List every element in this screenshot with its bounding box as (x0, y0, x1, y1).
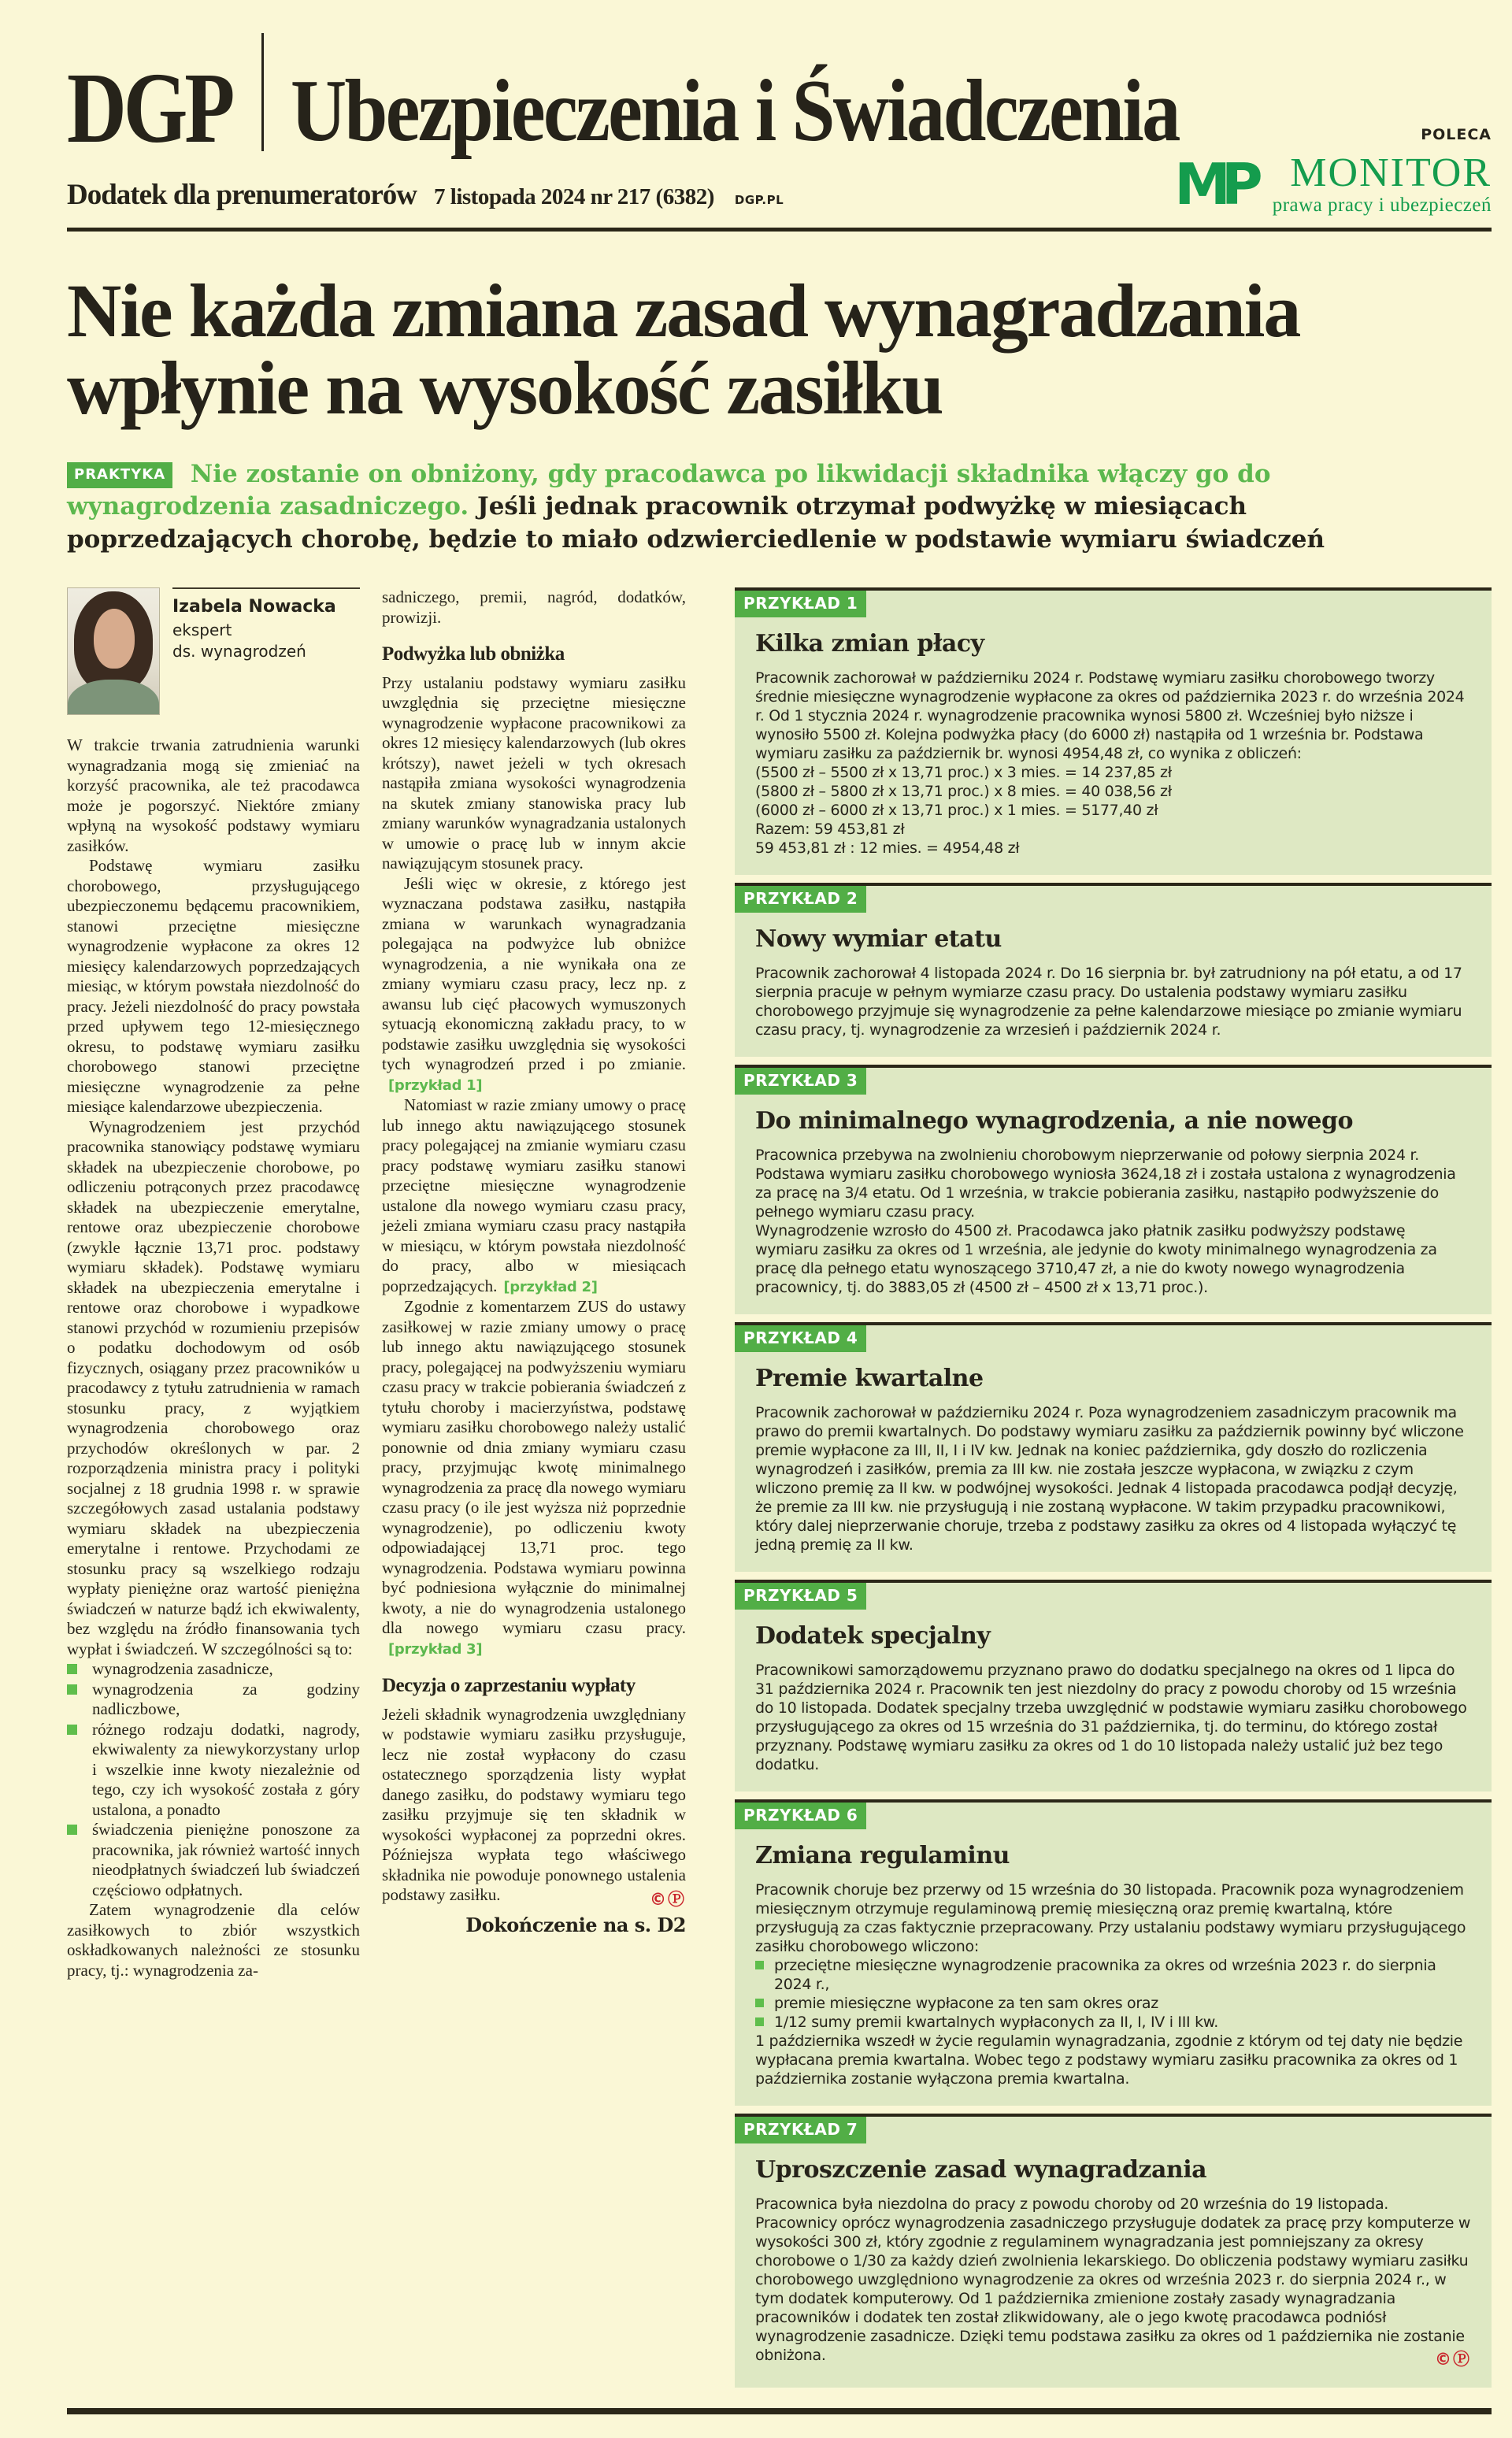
body-paragraph (382, 1095, 686, 1297)
example-paragraph: Pracownica przebywa na zwolnieniu chorobowym nieprzerwanie od połowy sierpnia 2024 r. Podstawa wymiaru zasiłku chorobowego wyniosła 3624,18 zł i została ustalona z wynagrodzenia za pracę na 3/4 etatu. Od 1 września, w trakcie pobierania zasiłku, nastąpiło podwyższenie do pełnego wymiaru czasu pracy. (755, 1147, 1456, 1221)
example-label: PRZYKŁAD 4 (735, 1325, 866, 1352)
monitor-wordmark (1272, 150, 1492, 217)
example-paragraphs (755, 1146, 1471, 1297)
example-paragraphs (755, 1880, 1471, 1956)
bullet-square-icon (67, 1825, 77, 1835)
author-name: Izabela Nowacka (172, 597, 336, 617)
paragraph-text: Jeśli więc w okresie, z którego jest wyznaczana podstawa zasiłku, nastąpiła zmiana w warunkach wynagradzania polegająca na podwyżce lub obniżce wynagrodzenia, a nie wynikała ona ze zmiany wymiaru czasu pracy, lecz np. z awansu lub cięć płacowych wymuszonych sytuacją ekonomiczną zakładu pracy, to w podstawie zasiłku uwzględnia się wysokości tych wynagrodzeń przed i po zmianie. (382, 873, 686, 1074)
copyright-marks-icon: ©Ⓟ (1435, 2350, 1471, 2369)
body-paragraph: Wynagrodzeniem jest przychód pracownika stanowiący podstawę wymiaru składek na ubezpieczenie chorobowe, po odliczeniu potrąconych przez pracodawcę składek na ubezpieczenie emerytalne, rentowe oraz ubezpieczenie chorobowe (zwykle łącznie 13,71 proc. podstawy wymiaru składek). Podstawę wymiaru składek na ubezpieczenia emerytalne i rentowe oraz chorobowe i wypadkowe stanowi przychód w rozumieniu przepisów o podatku dochodowym od osób fizycznych, osiągany przez pracowników u pracodawcy z tytułu zatrudnienia w ramach stosunku pracy, z wyjątkiem wynagrodzenia chorobowego oraz przychodów określonych w par. 2 rozporządzenia ministra pracy i polityki socjalnej z 18 grudnia 1998 r. w sprawie szczegółowych zasad ustalania podstawy wymiaru składek na ubezpieczenia emerytalne i rentowe. Przychodami ze stosunku pracy są wszelkiego rodzaju wypłaty pieniężne oraz wartość pieniężna świadczeń w naturze bądź ich ekwiwalenty, bez względu na źródło finansowania tych wypłat i świadczeń. W szczególności są to: (67, 1117, 360, 1658)
example-paragraph: Pracownik zachorował 4 listopada 2024 r. Do 16 sierpnia br. był zatrudniony na pół etatu, a od 17 sierpnia pracuje w pełnym wymiarze czasu pracy. Do ustalenia podstawy wymiaru zasiłku chorobowego przyjmuje się wynagrodzenie za pełne kalendarzowe miesiące po zmianie wymiaru czasu pracy, tj. wynagrodzenie za wrzesień i październik 2024 r. (755, 965, 1462, 1039)
bullet-text: 1/12 sumy premii kwartalnych wypłaconych za II, I, IV i III kw. (774, 2014, 1219, 2032)
body-paragraph: W trakcie trwania zatrudnienia warunki wynagradzania mogą się zmieniać na korzyść pracownika, ale też pracodawca może je pogorszyć. Niektóre zmiany wpłyną na wysokość podstawy wymiaru zasiłków. (67, 735, 360, 855)
example-label: PRZYKŁAD 7 (735, 2117, 866, 2143)
example-box (735, 1065, 1492, 1314)
example-reference-marker: [przykład 3] (388, 1640, 483, 1658)
example-paragraphs (755, 669, 1471, 858)
example-bullet-list (755, 1956, 1471, 2032)
column-2-sections (382, 643, 686, 1906)
monitor-name: MONITOR (1290, 150, 1492, 195)
bullet-text: świadczenia pieniężne ponoszone za pracownika, jak również wartość innych nieodpłatnych świadczeń lub świadczeń częściowo odpłatnych. (92, 1820, 360, 1899)
example-bullet-item (755, 1956, 1471, 1994)
example-paragraphs (755, 1661, 1471, 1774)
article-section (382, 643, 686, 1659)
bullet-item (67, 1720, 360, 1821)
example-paragraph: Pracownik choruje bez przerwy od 15 września do 30 listopada. Pracownik poza wynagrodzeniem miesięcznym otrzymuje regulaminową premię miesięczną oraz premię kwartalną, które przysługują za czas faktycznie przepracowany. Przy ustalaniu podstawy wymiaru przysługującego zasiłku chorobowego wliczono: (755, 1881, 1466, 1956)
article-section (382, 1675, 686, 1906)
example-paragraphs (755, 964, 1471, 1039)
example-paragraphs (755, 2195, 1471, 2365)
monitor-logo-row (1174, 150, 1492, 218)
bullet-square-icon (755, 2017, 764, 2026)
example-title: Uproszczenie zasad wynagradzania (755, 2156, 1207, 2184)
bullet-square-icon (67, 1664, 77, 1674)
example-reference-marker: [przykład 1] (388, 1076, 483, 1094)
body-paragraph (382, 1705, 686, 1906)
example-label: PRZYKŁAD 6 (735, 1803, 866, 1829)
example-label: PRZYKŁAD 2 (735, 886, 866, 913)
monitor-tagline: prawa pracy i ubezpieczeń (1272, 195, 1492, 216)
examples-column (735, 587, 1492, 2388)
body-paragraph (382, 673, 686, 874)
article-lede (67, 458, 1390, 557)
bullet-text: wynagrodzenia za godziny nadliczbowe, (92, 1679, 360, 1719)
author-info (172, 587, 360, 715)
body-paragraph (382, 874, 686, 1096)
example-paragraphs (755, 1403, 1471, 1554)
bullet-square-icon (67, 1684, 77, 1695)
monitor-promo (1174, 126, 1492, 217)
paragraph-text: Zgodnie z komentarzem ZUS do ustawy zasiłkowej w razie zmiany umowy o pracę lub innego aktu nawiązującego stosunek pracy, polegającej na podwyższeniu wymiaru czasu pracy w trakcie pobierania świadczeń z tytułu choroby i macierzyństwa, podstawę wymiaru zasiłku chorobowego należy ustalić ponownie od dnia zmiany wymiaru czasu pracy, przyjmując kwotę minimalnego wynagrodzenia za pracę dla nowego wymiaru czasu pracy (o ile jest wyższa niż poprzednie wynagrodzenie), po odliczeniu kwoty odpowiadającej 13,71 proc. tego wynagrodzenia. Podstawa wymiaru powinna być podniesiona wyłącznie do minimalnej kwoty, a nie do wynagrodzenia ustalonego dla nowego wymiaru czasu pracy. (382, 1297, 686, 1638)
example-paragraph: (5800 zł – 5800 zł x 13,71 proc.) x 8 mies. = 40 038,56 zł (755, 783, 1172, 801)
continued-on-page-label: Dokończenie na s. D2 (465, 1913, 686, 1936)
column-2 (382, 587, 686, 1936)
example-label: PRZYKŁAD 1 (735, 591, 866, 617)
example-paragraph: Pracownica była niezdolna do pracy z powodu choroby od 20 września do 19 listopada. Pracownicy oprócz wynagrodzenia zasadniczego przysługuje dodatek za pracę przy komputerze w wysokości 300 zł, który zgodnie z regulaminem wynagradzania jest pomniejszany za okresy chorobowe o 1/30 za każdy dzień zwolnienia lekarskiego. Do obliczenia podstawy wymiaru zasiłku chorobowego uwzględniono wynagrodzenie za okres od września 2023 r. do sierpnia 2024 r., w tym dodatek komputerowy. Od 1 października zmienione zostały zasady wynagradzania pracowników i dodatek ten został zlikwidowany, ale o jego kwotę pracodawca podniósł wynagrodzenie zasadnicze. Dzięki temu podstawa zasiłku za okres od 1 października nie zostanie obniżona. (755, 2195, 1471, 2365)
praktyka-badge: PRAKTYKA (67, 462, 172, 488)
section-paragraphs (382, 1705, 686, 1906)
example-box (735, 883, 1492, 1057)
bullet-square-icon (755, 1999, 764, 2007)
example-box (735, 2114, 1492, 2388)
dgp-logo: DGP (67, 52, 232, 165)
column-1 (67, 587, 360, 1980)
example-paragraph: Pracownikowi samorządowemu przyznano prawo do dodatku specjalnego na okres od 1 lipca do 31 października 2024 r. Pracownik ten jest niezdolny do pracy z powodu choroby od 15 września do 10 listopada. Dodatek specjalny trzeba uwzględnić w podstawie wymiaru zasiłku chorobowego przysługującego za okres od 15 września do 31 października, tj. do terminu, do którego został przyznany. Podstawę wymiaru zasiłku za okres od 1 do 10 listopada należy ustalić już bez tego dodatku. (755, 1662, 1467, 1774)
paragraph-text: Natomiast w razie zmiany umowy o pracę lub innego aktu nawiązującego stosunek pracy polegającej na zmianie wymiaru czasu pracy podstawę wymiaru zasiłku stanowi przeciętne miesięczne wynagrodzenie ustalone dla nowego wymiaru czasu pracy, jeżeli zmiana wymiaru czasu pracy nastąpiła w miesiącu, w którym powstała niezdolność do pracy, albo w miesiącach poprzedzających. (382, 1095, 686, 1295)
example-paragraph: Pracownik zachorował w październiku 2024 r. Podstawę wymiaru zasiłku chorobowego tworzy średnie miesięczne wynagrodzenie wypłacone za okres od października 2023 r. do września 2024 r. Od 1 stycznia 2024 r. wynagrodzenie pracownika wynosi 5800 zł. Wcześniej było niższe i wynosiło 5500 zł. Kolejna podwyżka płacy (do 6000 zł) nastąpiła od 1 września br. Podstawa wymiaru zasiłku za październik br. wynosi 4954,48 zł, co wynika z obliczeń: (755, 669, 1465, 763)
example-paragraph: Wynagrodzenie wzrosło do 4500 zł. Pracodawca jako płatnik zasiłku podwyższy podstawę wymiaru zasiłku za okres od 1 września, ale jedynie do kwoty minimalnego wynagrodzenia za pracę dla pełnego etatu wynoszącego 3710,47 zł, a nie do kwoty nowego wynagrodzenia pracownicy, tj. do 3883,05 zł (4500 zł – 4500 zł x 13,71 proc.). (755, 1222, 1437, 1297)
example-bullet-item (755, 2013, 1471, 2032)
poleca-label: POLECA (1421, 126, 1492, 143)
example-paragraph: (6000 zł – 6000 zł x 13,71 proc.) x 1 mies. = 5177,40 zł (755, 802, 1158, 820)
lede-green-text: Nie zostanie on obniżony, gdy pracodawca po likwidacji składnika włączy go do wynagrodzenia zasadniczego. (67, 459, 1271, 521)
bullet-text: premie miesięczne wypłacone za ten sam okres oraz (774, 1995, 1158, 2013)
issue-date-number: 7 listopada 2024 nr 217 (6382) (434, 184, 714, 209)
continuation-paragraph: sadniczego, premii, nagród, dodatków, prowizji. (382, 587, 686, 627)
example-paragraph: 59 453,81 zł : 12 mies. = 4954,48 zł (755, 839, 1020, 858)
body-paragraph (382, 1297, 686, 1659)
example-box (735, 1580, 1492, 1791)
lede-black-text: Jeśli jednak pracownik otrzymał podwyżkę w miesiącach poprzedzających chorobę, będzie to miało odzwierciedlenie w podstawie wymiaru świadczeń (67, 492, 1325, 554)
example-paragraph: Pracownik zachorował w październiku 2024 r. Poza wynagrodzeniem zasadniczym pracownik ma prawo do premii kwartalnych. Do podstawy wymiaru zasiłku za październik powinny być wliczone premie wypłacone za III, II, I i IV kw. Jednak na koniec października, gdy doszło do rozliczenia wynagrodzeń i zasiłków, premia za III kw. nie została jeszcze wypłacona, w związku z czym wliczono premię za II kw. w podwójnej wysokości. Jednak 4 listopada pracodawca podjął decyzję, że premie za III kw. nie przysługują i nie zostaną wypłacone. W takim przypadku pracownikowi, który dalej nieprzerwanie choruje, trzeba z podstawy zasiłku za okres od 4 listopada wyłączyć tę jedną premię za II kw. (755, 1404, 1464, 1554)
column-1-bullet-list (67, 1659, 360, 1900)
example-title: Dodatek specjalny (755, 1622, 991, 1651)
body-paragraph: Podstawę wymiaru zasiłku chorobowego, przysługującego ubezpieczonemu będącemu pracownikiem, stanowi przeciętne miesięczne wynagrodzenie wypłacone za okres 12 miesięcy kalendarzowych poprzedzających miesiąc, w którym powstała niezdolność do pracy. Jeżeli niezdolność do pracy powstała przed upływem tego 12-miesięcznego okresu, to podstawę wymiaru zasiłku chorobowego stanowi przeciętne miesięczne wynagrodzenie za pełne miesiące kalendarzowe ubezpieczenia. (67, 856, 360, 1117)
header-rule (67, 228, 1492, 232)
bullet-item (67, 1820, 360, 1900)
paragraph-text: Jeżeli składnik wynagrodzenia uwzględniany w podstawie wymiaru zasiłku przysługuje, lecz nie został wypłacony do czasu ostatecznego sporządzenia listy wypłat danego zasiłku, do podstawy wymiaru tego zasiłku przyjmuje się ten składnik w wysokości wypłaconej za poprzedni okres. Późniejsza wypłata tego właściwego składnika nie powoduje ponownego ustalenia podstawy zasiłku. (382, 1704, 686, 1905)
paragraph-text: Przy ustalaniu podstawy wymiaru zasiłku uwzględnia się przeciętne miesięczne wynagrodzenie wypłacone pracownikowi za okres 12 miesięcy kalendarzowych (lub okres krótszy), nawet jeżeli w tych okresach nastąpiła zmiana wysokości wynagrodzenia na skutek zmiany stanowiska pracy lub zmiany warunków wynagradzania ustalonych w umowie o pracę lub w innym akcie nawiązującym stosunek pracy. (382, 672, 686, 873)
masthead (67, 0, 1492, 228)
mp-monogram-icon: MP (1174, 151, 1254, 218)
example-box (735, 1799, 1492, 2106)
column-1-paragraphs (67, 735, 360, 1659)
copyright-marks-icon: ©Ⓟ (650, 1889, 686, 1909)
bullet-square-icon (67, 1725, 77, 1735)
example-title: Nowy wymiar etatu (755, 925, 1002, 954)
section-paragraphs (382, 673, 686, 1660)
headline-line-1: Nie każda zmiana zasad wynagradzania (67, 269, 1300, 353)
bullet-text: przeciętne miesięczne wynagrodzenie pracownika za okres od września 2023 r. do sierpnia 2024 r., (774, 1957, 1436, 1994)
example-title: Do minimalnego wynagrodzenia, a nie nowego (755, 1107, 1353, 1136)
example-title: Zmiana regulaminu (755, 1842, 1010, 1870)
example-title: Premie kwartalne (755, 1365, 984, 1393)
example-box (735, 1322, 1492, 1572)
bullet-item (67, 1659, 360, 1680)
author-photo-sweater (68, 680, 159, 714)
author-block (67, 587, 360, 715)
bullet-text: wynagrodzenia zasadnicze, (92, 1659, 273, 1679)
example-outro-paragraph: 1 października wszedł w życie regulamin wynagradzania, zgodnie z którym od tej daty nie będzie wypłacana premia kwartalna. Wobec tego z podstawy wymiaru zasiłku pracownika za okres od 1 października zostanie wyłączona premia kwartalna. (755, 2032, 1463, 2088)
footer-rule (67, 2408, 1492, 2414)
author-photo (67, 587, 160, 715)
example-title: Kilka zmian płacy (755, 630, 984, 658)
example-paragraph: (5500 zł – 5500 zł x 13,71 proc.) x 3 mies. = 14 237,85 zł (755, 764, 1172, 782)
example-label: PRZYKŁAD 3 (735, 1068, 866, 1095)
example-reference-marker: [przykład 2] (503, 1278, 598, 1295)
example-box (735, 587, 1492, 875)
supplement-title: Ubezpieczenia i Świadczenia (291, 62, 1179, 161)
section-heading: Decyzja o zaprzestaniu wypłaty (382, 1675, 636, 1697)
article-body (67, 587, 1492, 2388)
example-paragraph: Razem: 59 453,81 zł (755, 821, 905, 839)
author-role: ds. wynagrodzeń (172, 642, 306, 661)
bullet-square-icon (755, 1961, 764, 1969)
author-role: ekspert (172, 621, 232, 640)
bullet-item (67, 1680, 360, 1720)
logo-divider (261, 33, 264, 151)
subscriber-supplement-label: Dodatek dla prenumeratorów (67, 179, 417, 211)
section-heading: Podwyżka lub obniżka (382, 643, 565, 665)
example-label: PRZYKŁAD 5 (735, 1583, 866, 1610)
headline-line-2: wpłynie na wysokość zasiłku (67, 345, 943, 430)
site-url: DGP.PL (734, 193, 784, 207)
example-bullet-item (755, 1994, 1471, 2013)
bullet-text: różnego rodzaju dodatki, nagrody, ekwiwalenty za niewykorzystany urlop i wszelkie inne kwoty niezależnie od tego, czy ich wysokość została z góry ustalona, a ponadto (92, 1719, 360, 1819)
article-headline (67, 269, 1492, 430)
body-paragraph: Zatem wynagrodzenie dla celów zasiłkowych to zbiór wszystkich oskładkowanych należności ze stosunku pracy, tj.: wynagrodzenia za- (67, 1900, 360, 1980)
